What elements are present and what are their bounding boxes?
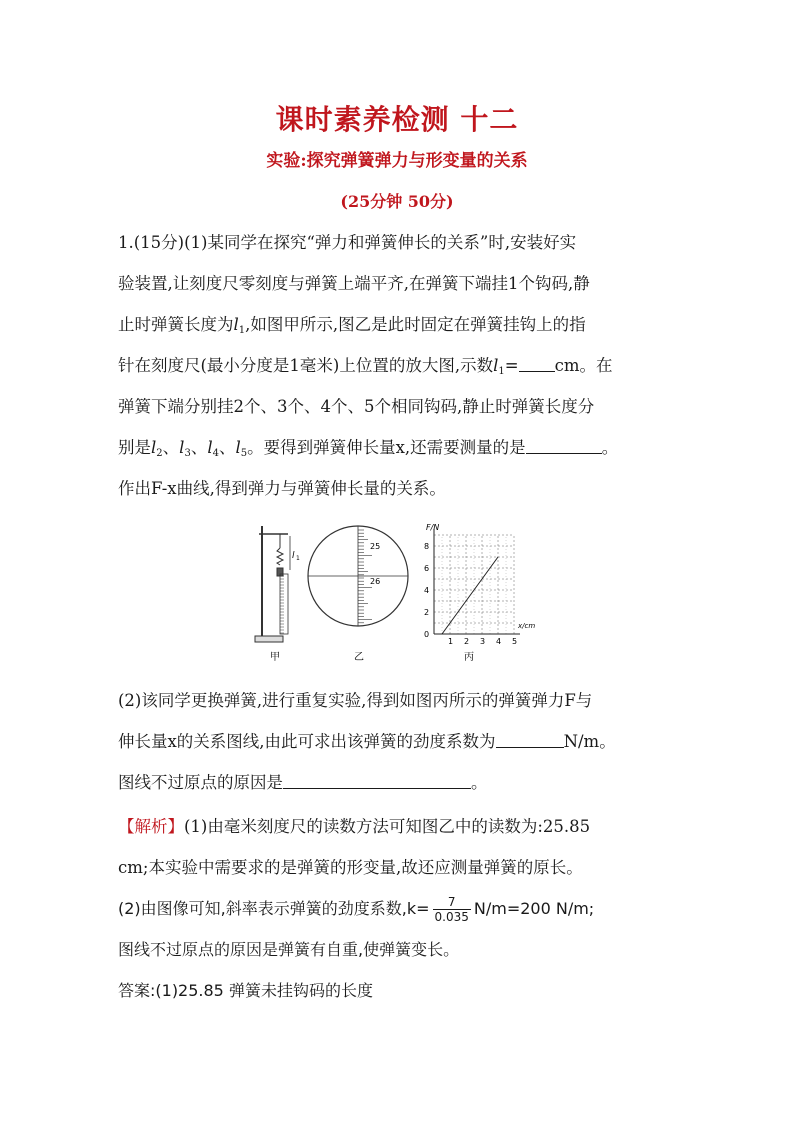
y-tick-label: 2 (424, 608, 430, 617)
figure-yi (308, 526, 408, 626)
q1-line-2: 验装置,让刻度尺零刻度与弹簧上端平齐,在弹簧下端挂1个钩码,静 (118, 274, 590, 293)
fraction-numerator: 7 (433, 895, 471, 910)
answer-blank[interactable] (526, 436, 602, 454)
analysis (118, 806, 688, 1011)
question-1 (118, 222, 678, 509)
analysis-line-3 (118, 888, 688, 929)
analysis-line-4: 图线不过原点的原因是弹簧有自重,使弹簧变长。 (118, 940, 460, 959)
symbol-l: l (233, 315, 239, 334)
q2-line-3-b: 。 (471, 773, 488, 792)
answer-blank[interactable] (496, 730, 564, 748)
tick-label-25: 25 (370, 542, 381, 551)
q1-line-3-a: 止时弹簧长度为 (118, 315, 234, 334)
fraction-denominator: 0.035 (434, 910, 469, 924)
caption-jia: 甲 (270, 652, 280, 663)
q2-line-1: (2)该同学更换弹簧,进行重复实验,得到如图丙所示的弹簧弹力F与 (118, 691, 593, 710)
q1-line-3-b: ,如图甲所示,图乙是此时固定在弹簧挂钩上的指 (245, 315, 586, 334)
answer-blank[interactable] (519, 354, 555, 372)
l1-sub: 1 (296, 555, 300, 562)
series-line (442, 557, 498, 634)
subscript-1: 1 (498, 366, 505, 377)
analysis-line-3-b: N/m=200 N/m; (473, 899, 595, 918)
page-title: 课时素养检测 十二 (275, 103, 519, 136)
q2-line-2-a: 伸长量x的关系图线,由此可求出该弹簧的劲度系数为 (118, 732, 496, 751)
analysis-line-1 (118, 806, 688, 847)
answer-blank[interactable] (283, 771, 471, 789)
separator: 、 (218, 438, 236, 457)
caption-bing: 丙 (464, 652, 474, 663)
x-tick-label: 5 (512, 637, 518, 646)
q2-line-2-b: N/m。 (563, 732, 616, 751)
x-axis-label: x/cm (518, 622, 536, 630)
q1-line-6-a: 别是 (118, 438, 151, 457)
subscript-1: 1 (238, 325, 246, 336)
subscript-5: 5 (240, 448, 248, 459)
tick-label-26: 26 (370, 577, 381, 586)
analysis-tag: 【解析】 (118, 817, 184, 836)
x-tick-label: 3 (480, 637, 486, 646)
time-score: (25分钟 50分) (340, 192, 454, 211)
q2-line-2 (118, 721, 678, 762)
separator: 、 (190, 438, 208, 457)
page-subtitle: 实验:探究弹簧弹力与形变量的关系 (266, 151, 528, 171)
figure-bing-chart (424, 529, 520, 646)
symbol-l: l (207, 438, 213, 457)
subscript-3: 3 (184, 448, 191, 459)
q2-line-3 (118, 762, 678, 803)
l1-label: l (292, 551, 295, 561)
subscript-4: 4 (212, 448, 219, 459)
answer-line: 答案:(1)25.85 弹簧未挂钩码的长度 (118, 981, 373, 1000)
analysis-line-3-a: (2)由图像可知,斜率表示弹簧的劲度系数,k= (118, 899, 430, 918)
q1-line-5: 弹簧下端分别挂2个、3个、4个、5个相同钩码,静止时弹簧长度分 (118, 397, 595, 416)
y-tick-label: 8 (424, 542, 430, 551)
spring (277, 548, 283, 565)
ruler (280, 574, 288, 634)
q1-line-4-c: cm。在 (554, 356, 613, 375)
question-2 (118, 680, 678, 803)
analysis-line-1-text: (1)由毫米刻度尺的读数方法可知图乙中的读数为:25.85 (184, 817, 591, 836)
x-tick-label: 4 (496, 637, 502, 646)
subscript-2: 2 (156, 448, 163, 459)
q2-line-3-a: 图线不过原点的原因是 (118, 773, 283, 792)
q1-line-3 (118, 304, 678, 345)
q1-line-4 (118, 345, 678, 386)
symbol-l: l (493, 356, 499, 375)
q1-line-6-b: 。要得到弹簧伸长量x,还需要测量的是 (247, 438, 526, 457)
symbol-l: l (235, 438, 241, 457)
x-tick-label: 2 (464, 637, 470, 646)
separator: 、 (162, 438, 180, 457)
y-tick-label: 6 (424, 564, 430, 573)
stand-base (255, 636, 283, 642)
q1-line-1: 1.(15分)(1)某同学在探究“弹力和弹簧伸长的关系”时,安装好实 (118, 233, 577, 252)
q1-line-7: 作出F-x曲线,得到弹力与弹簧伸长量的关系。 (118, 479, 446, 498)
figure-jia (255, 526, 290, 642)
q1-line-4-a: 针在刻度尺(最小分度是1毫米)上位置的放大图,示数 (118, 356, 494, 375)
y-tick-label: 0 (424, 630, 430, 639)
symbol-l: l (179, 438, 185, 457)
analysis-line-2: cm;本实验中需要求的是弹簧的形变量,故还应测量弹簧的原长。 (118, 858, 583, 877)
y-tick-label: 4 (424, 586, 430, 595)
q1-line-6-c: 。 (601, 438, 619, 457)
figures (250, 518, 540, 668)
y-axis-label: F/N (426, 523, 440, 532)
fraction (433, 895, 471, 924)
x-tick-label: 1 (448, 637, 454, 646)
q1-line-6 (118, 427, 678, 468)
equals: = (504, 356, 519, 375)
caption-yi: 乙 (354, 652, 364, 663)
symbol-l: l (151, 438, 157, 457)
